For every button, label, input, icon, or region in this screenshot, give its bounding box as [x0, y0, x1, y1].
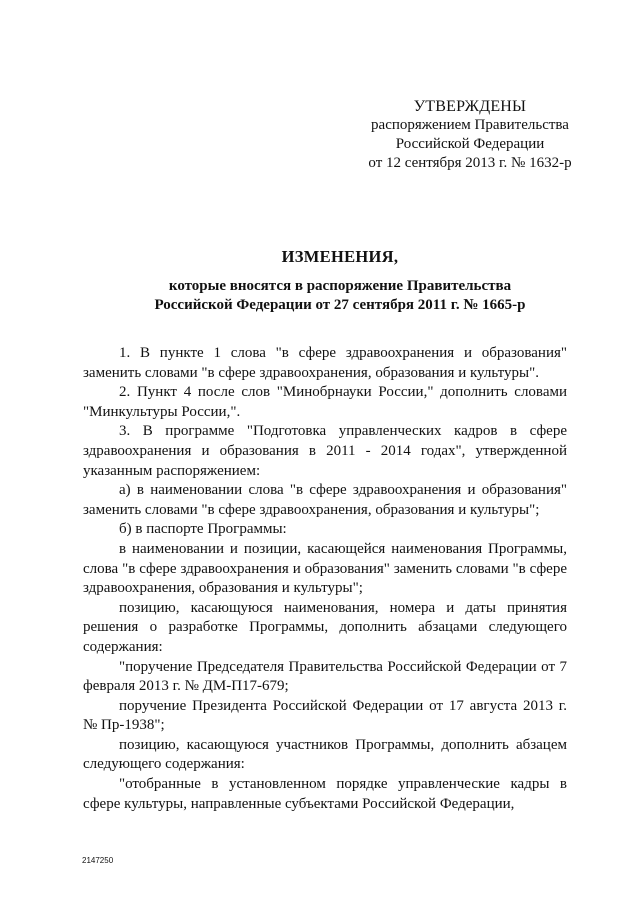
document-id: 2147250 — [82, 856, 114, 865]
paragraph: 1. В пункте 1 слова "в сфере здравоохранения и образования" заменить словами "в сфере здравоохранения, образования и культуры". — [83, 345, 567, 381]
document-body — [83, 344, 567, 814]
paragraph: "отобранные в установленном порядке управленческие кадры в сфере культуры, направленные субъектами Российской Федерации, — [83, 776, 567, 812]
paragraph: б) в паспорте Программы: — [119, 521, 287, 538]
document-title-block — [80, 246, 600, 315]
approval-line: от 12 сентября 2013 г. № 1632-р — [368, 155, 572, 171]
paragraph: позицию, касающуюся участников Программы, дополнить абзацем следующего содержания: — [83, 736, 567, 773]
paragraph: а) в наименовании слова "в сфере здравоохранения и образования" заменить словами "в сфере здравоохранения, образования и культуры"; — [83, 482, 567, 518]
subtitle-line: которые вносятся в распоряжение Правительства — [168, 278, 512, 294]
document-title: ИЗМЕНЕНИЯ, — [281, 247, 399, 266]
subtitle-line: Российской Федерации от 27 сентября 2011 г. № 1665-р — [154, 297, 526, 313]
paragraph: позицию, касающуюся наименования, номера и даты принятия решения о разработке Программы, дополнить абзацами следующего содержания: — [83, 599, 567, 655]
paragraph: поручение Президента Российской Федерации от 17 августа 2013 г. № Пр-1938"; — [83, 697, 567, 734]
approval-heading: УТВЕРЖДЕНЫ — [413, 98, 527, 115]
paragraph: 2. Пункт 4 после слов "Минобрнауки России," дополнить словами "Минкультуры России,". — [83, 384, 567, 420]
approval-line: распоряжением Правительства — [371, 117, 569, 133]
paragraph: в наименовании и позиции, касающейся наименования Программы, слова "в сфере здравоохранения и образования" заменить словами "в сфере здравоохранения, образования и культуры"; — [83, 540, 567, 597]
approval-stamp — [350, 97, 590, 173]
paragraph: "поручение Председателя Правительства Российской Федерации от 7 февраля 2013 г. № ДМ-П17-679; — [83, 658, 567, 695]
paragraph: 3. В программе "Подготовка управленческих кадров в сфере здравоохранения и образования в 2011 - 2014 годах", утвержденной указанным распоряжением: — [83, 423, 567, 479]
document-subtitle — [80, 277, 600, 315]
approval-line: Российской Федерации — [395, 136, 545, 152]
